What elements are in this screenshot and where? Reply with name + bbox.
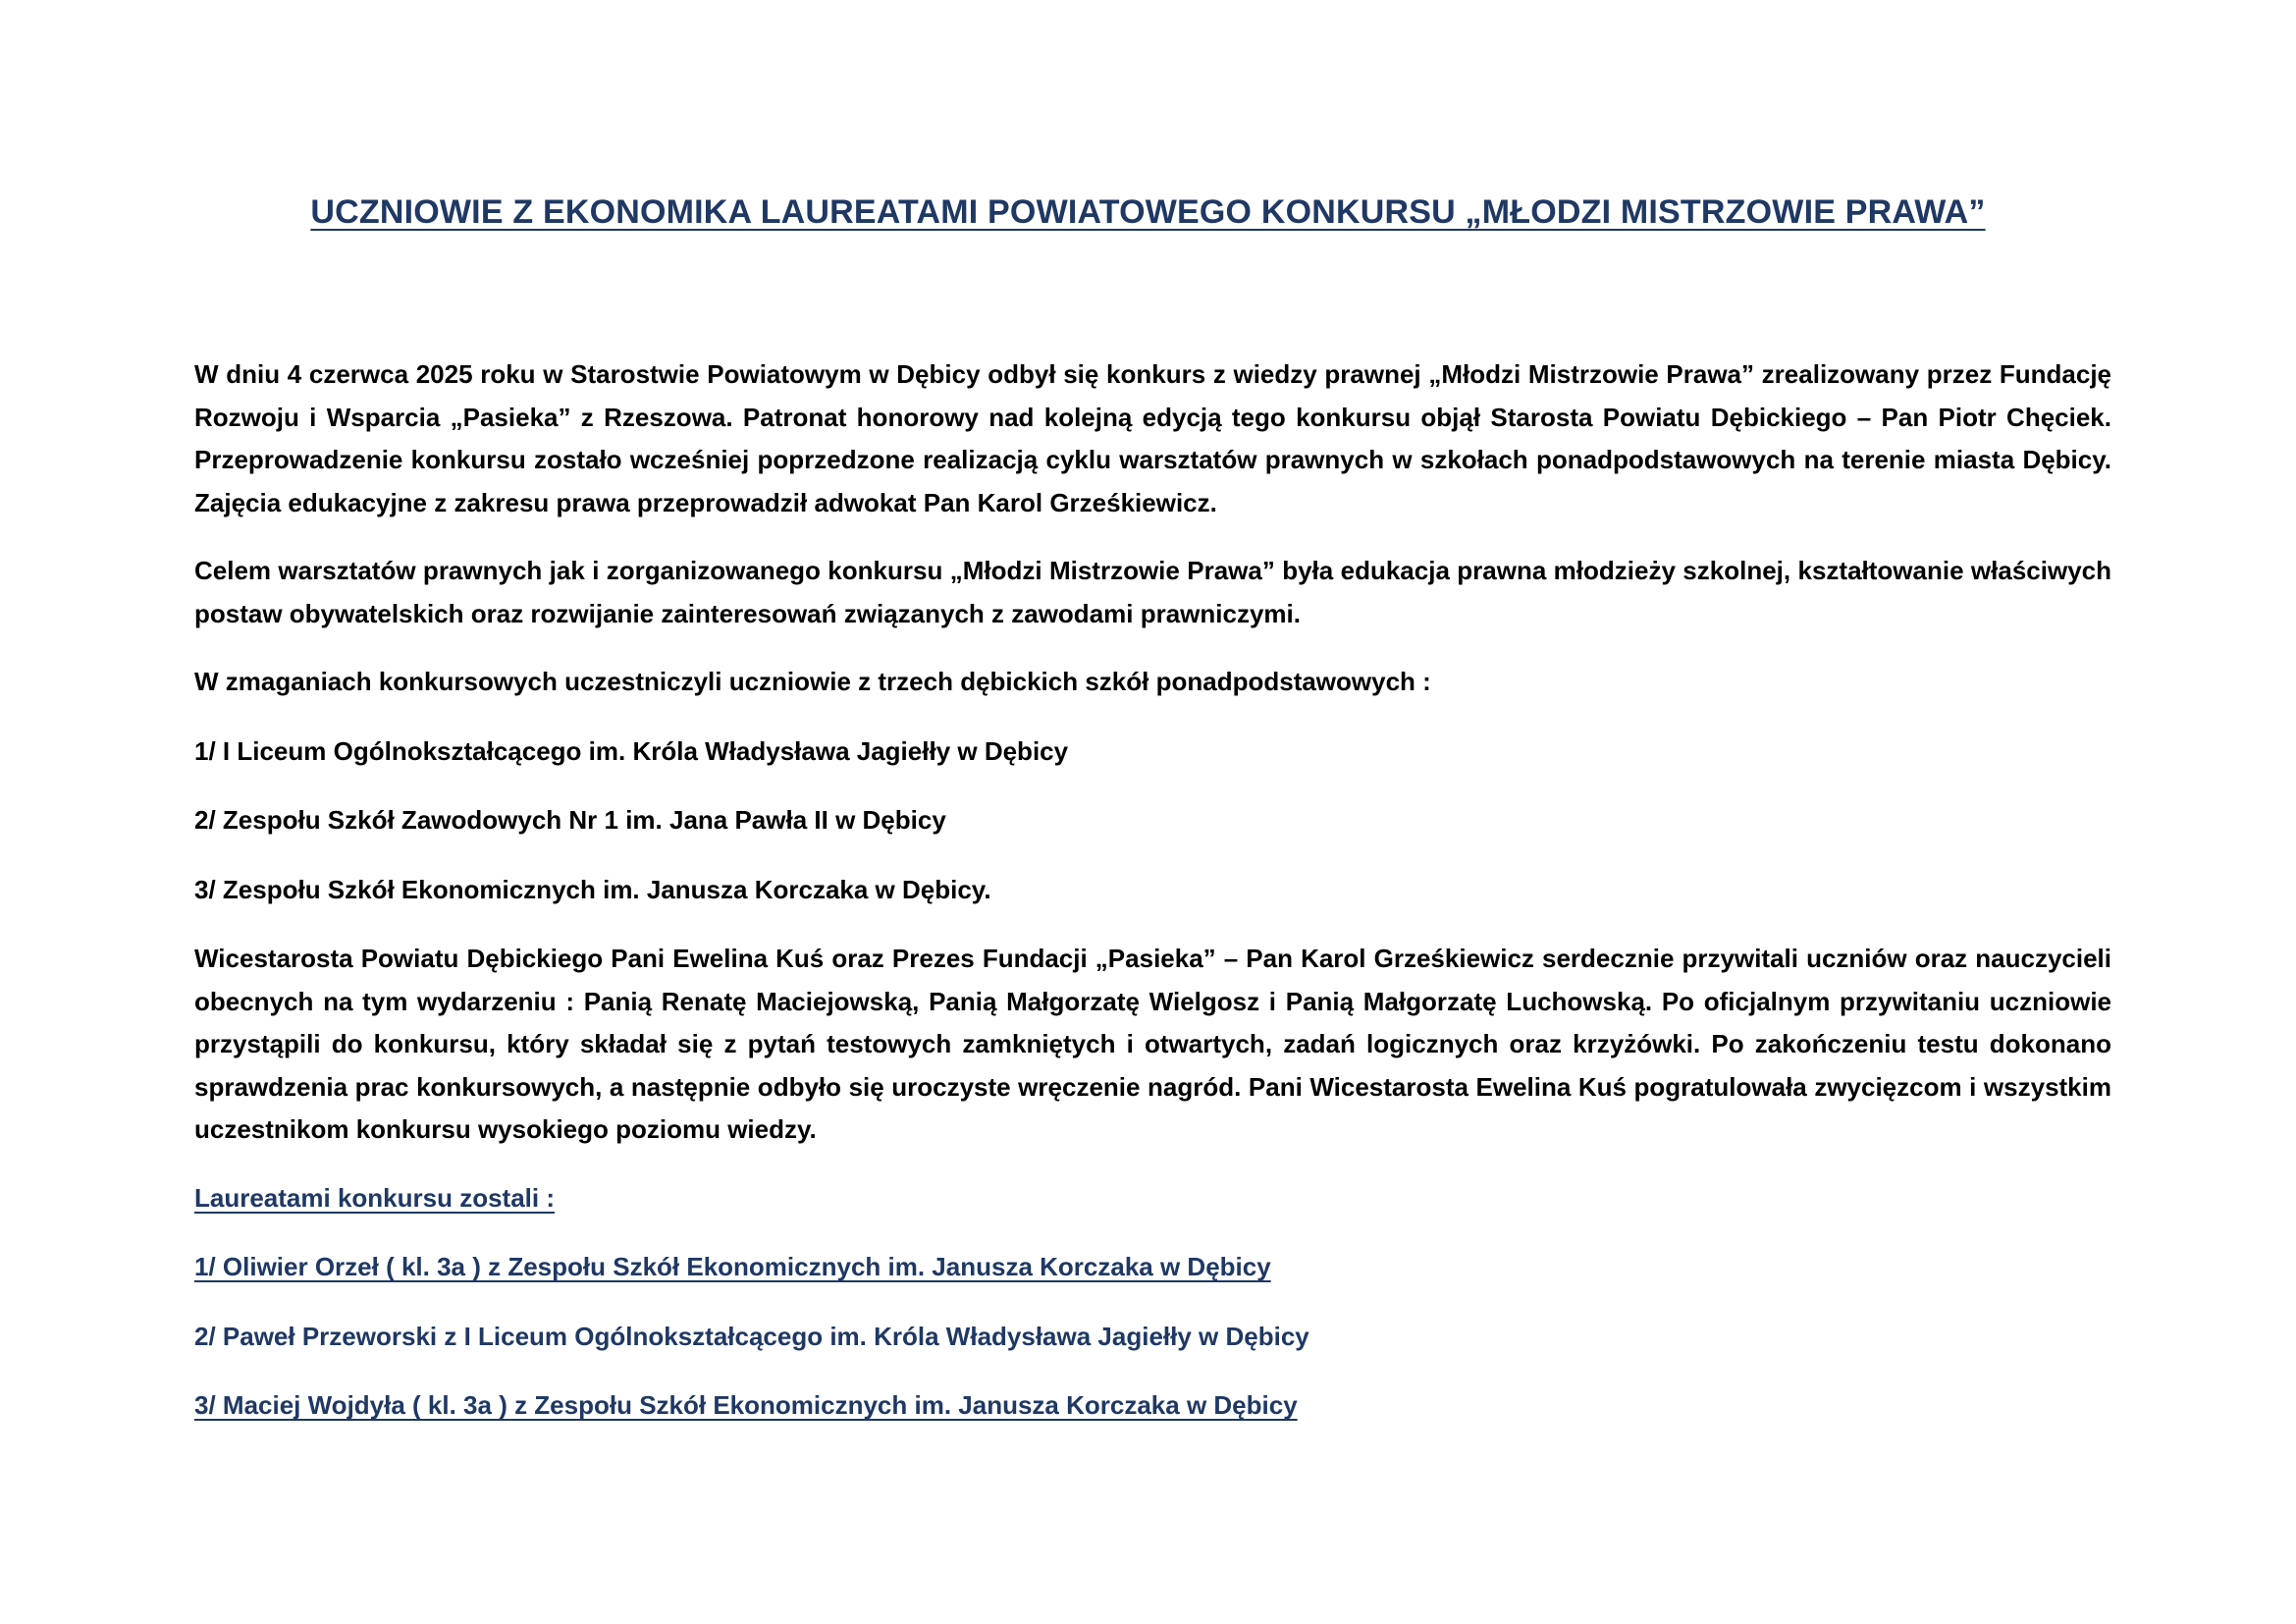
document-title: UCZNIOWIE Z EKONOMIKA LAUREATAMI POWIATOWEGO KONKURSU „MŁODZI MISTRZOWIE PRAWA” — [310, 193, 1986, 231]
winner-item: 2/ Paweł Przeworski z I Liceum Ogólnokształcącego im. Króla Władysława Jagiełły w Dębicy — [194, 1321, 1309, 1351]
school-item: 1/ I Liceum Ogólnokształcącego im. Króla Władysława Jagiełły w Dębicy — [194, 735, 1069, 766]
intro-paragraph: W dniu 4 czerwca 2025 roku w Starostwie Powiatowym w Dębicy odbył się konkurs z wiedzy prawnej „Młodzi Mistrzowie Prawa” zrealizowany przez Fundację Rozwoju i Wsparcia „Pasieka” z Rzeszowa. Patronat honorowy nad kolejną edycją tego konkursu objął Starosta Powiatu Dębickiego – Pan Piotr Chęciek. Przeprowadzenie konkursu zostało wcześniej poprzedzone realizacją cyklu warsztatów prawnych w szkołach ponadpodstawowych na terenie miasta Dębicy. Zajęcia edukacyjne z zakresu prawa przeprowadził adwokat Pan Karol Grześkiewicz. — [194, 359, 2111, 517]
purpose-paragraph: Celem warsztatów prawnych jak i zorganizowanego konkursu „Młodzi Mistrzowie Prawa” była edukacja prawna młodzieży szkolnej, kształtowanie właściwych postaw obywatelskich oraz rozwijanie zainteresowań związanych z zawodami prawniczymi. — [194, 556, 2111, 628]
winner-item: 1/ Oliwier Orzeł ( kl. 3a ) z Zespołu Szkół Ekonomicznych im. Janusza Korczaka w Dębicy — [194, 1252, 1271, 1281]
winner-item: 3/ Maciej Wojdyła ( kl. 3a ) z Zespołu Szkół Ekonomicznych im. Janusza Korczaka w Dębicy — [194, 1390, 1298, 1420]
ceremony-paragraph: Wicestarosta Powiatu Dębickiego Pani Ewelina Kuś oraz Prezes Fundacji „Pasieka” – Pan Karol Grześkiewicz serdecznie przywitali uczniów oraz nauczycieli obecnych na tym wydarzeniu : Panią Renatę Maciejowską, Panią Małgorzatę Wielgosz i Panią Małgorzatę Luchowską. Po oficjalnym przywitaniu uczniowie przystąpili do konkursu, który składał się z pytań testowych zamkniętych i otwartych, zadań logicznych oraz krzyżówki. Po zakończeniu testu dokonano sprawdzenia prac konkursowych, a następnie odbyło się uroczyste wręczenie nagród. Pani Wicestarosta Ewelina Kuś pogratulowała zwycięzcom i wszystkim uczestnikom konkursu wysokiego poziomu wiedzy. — [194, 944, 2111, 1144]
participants-paragraph: W zmaganiach konkursowych uczestniczyli uczniowie z trzech dębickich szkół ponadpodstawowych : — [194, 667, 1431, 696]
winners-heading: Laureatami konkursu zostali : — [194, 1182, 555, 1213]
school-item: 2/ Zespołu Szkół Zawodowych Nr 1 im. Jana Pawła II w Dębicy — [194, 805, 946, 835]
school-item: 3/ Zespołu Szkół Ekonomicznych im. Janusza Korczaka w Dębicy. — [194, 874, 991, 904]
document-body — [194, 353, 2111, 1454]
